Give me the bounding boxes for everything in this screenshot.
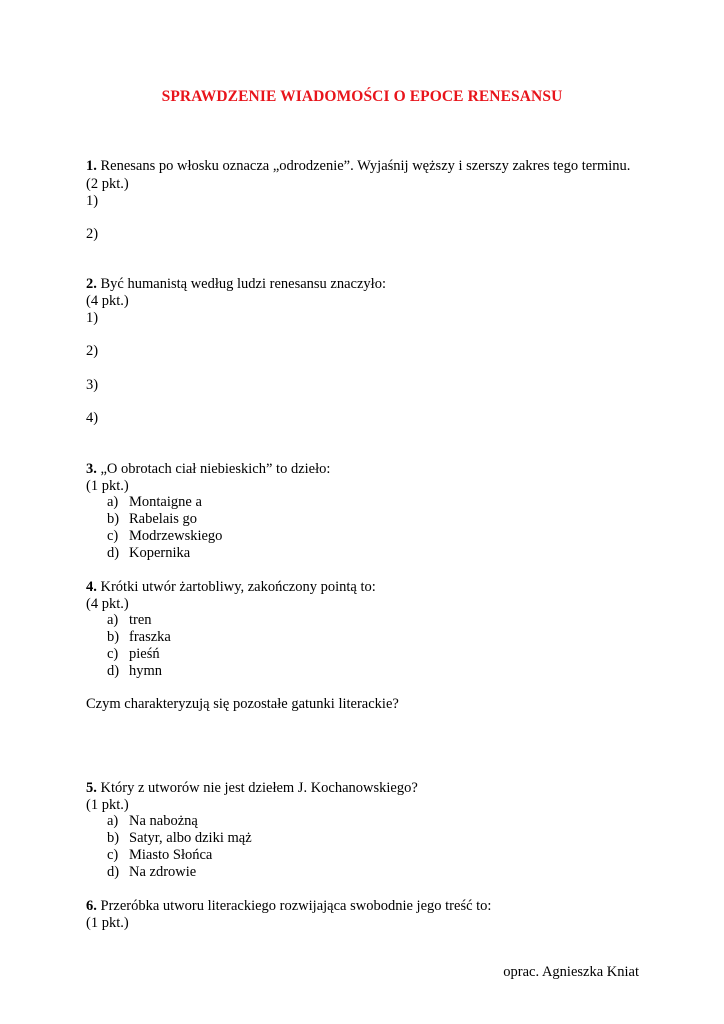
question-4-option-d: d) hymn [107,663,163,679]
question-2-answer-2: 2) [86,343,99,359]
question-5-option-c: c) Miasto Słońca [107,847,213,863]
author-footer: oprac. Agnieszka Kniat [503,964,639,980]
question-2-body: Być humanistą według ludzi renesansu znaczyło: [96,276,386,292]
question-2-number: 2. [86,276,97,292]
question-2-answer-3: 3) [86,377,99,393]
question-5-number: 5. [86,780,97,796]
question-2-points: (4 pkt.) [86,293,129,309]
question-3-option-b: b) Rabelais go [107,511,198,527]
question-1-answer-1: 1) [86,193,99,209]
question-3-option-d: d) Kopernika [107,545,191,561]
question-6-points: (1 pkt.) [86,915,129,931]
question-2-text [86,276,386,293]
question-3-option-c: c) Modrzewskiego [107,528,223,544]
question-4-text [86,579,376,596]
question-1-points: (2 pkt.) [86,176,129,192]
question-5-body: Który z utworów nie jest dziełem J. Kochanowskiego? [96,780,418,796]
question-6-number: 6. [86,898,97,914]
question-3-option-a: a) Montaigne a [107,494,202,510]
question-4-followup: Czym charakteryzują się pozostałe gatunki literackie? [86,696,399,712]
question-4-number: 4. [86,579,97,595]
question-3-body: „O obrotach ciał niebieskich” to dzieło: [96,461,331,477]
question-1-body: Renesans po włosku oznacza „odrodzenie”. Wyjaśnij węższy i szerszy zakres tego terminu. [96,158,631,174]
question-5-option-a: a) Na nabożną [107,813,198,829]
question-3-text [86,461,330,478]
question-5-points: (1 pkt.) [86,797,129,813]
question-4-body: Krótki utwór żartobliwy, zakończony pointą to: [96,579,376,595]
question-6-text [86,898,491,915]
question-1-answer-2: 2) [86,226,99,242]
question-5-option-d: d) Na zdrowie [107,864,197,880]
question-5-option-b: b) Satyr, albo dziki mąż [107,830,252,846]
question-4-points: (4 pkt.) [86,596,129,612]
question-4-option-c: c) pieśń [107,646,160,662]
question-4-option-b: b) fraszka [107,629,171,645]
question-2-answer-4: 4) [86,410,99,426]
question-4-option-a: a) tren [107,612,152,628]
question-5-text [86,780,418,797]
question-3-points: (1 pkt.) [86,478,129,494]
question-1-text [86,158,630,175]
question-6-body: Przeróbka utworu literackiego rozwijająca swobodnie jego treść to: [96,898,492,914]
question-2-answer-1: 1) [86,310,99,326]
page-title: SPRAWDZENIE WIADOMOŚCI O EPOCE RENESANSU [161,88,563,105]
question-1-number: 1. [86,158,97,174]
question-3-number: 3. [86,461,97,477]
